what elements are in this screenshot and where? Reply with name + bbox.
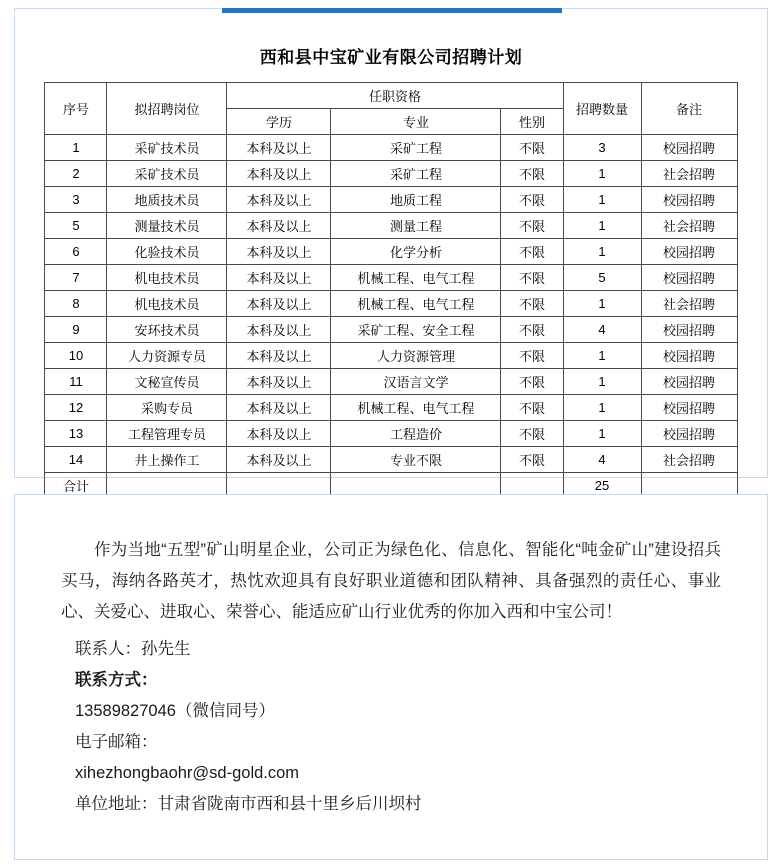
cell-major: 地质工程 <box>331 187 501 213</box>
cell-education: 本科及以上 <box>227 447 331 473</box>
accent-bar <box>222 8 562 13</box>
cell-count: 4 <box>563 317 641 343</box>
cell-gender: 不限 <box>501 239 563 265</box>
cell-education: 本科及以上 <box>227 369 331 395</box>
cell-gender: 不限 <box>501 447 563 473</box>
cell-post: 采矿技术员 <box>107 135 227 161</box>
cell-gender: 不限 <box>501 369 563 395</box>
cell-education: 本科及以上 <box>227 239 331 265</box>
cell-gender: 不限 <box>501 265 563 291</box>
cell-no: 14 <box>45 447 107 473</box>
contact-method-label: 联系方式： <box>75 671 158 689</box>
cell-education: 本科及以上 <box>227 343 331 369</box>
header-gender: 性别 <box>501 109 563 135</box>
company-info-card <box>14 494 768 860</box>
cell-major: 机械工程、电气工程 <box>331 291 501 317</box>
cell-no: 13 <box>45 421 107 447</box>
cell-note: 社会招聘 <box>641 161 737 187</box>
cell-count: 1 <box>563 187 641 213</box>
cell-count: 1 <box>563 343 641 369</box>
recruitment-plan-card <box>14 8 768 494</box>
cell-major: 测量工程 <box>331 213 501 239</box>
table-row <box>45 343 737 369</box>
cell-post: 化验技术员 <box>107 239 227 265</box>
cell-no: 7 <box>45 265 107 291</box>
cell-no: 9 <box>45 317 107 343</box>
cell-post: 采购专员 <box>107 395 227 421</box>
cell-count: 1 <box>563 239 641 265</box>
email-label: 电子邮箱： <box>75 733 158 751</box>
table-row <box>45 161 737 187</box>
cell-gender: 不限 <box>501 343 563 369</box>
cell-education: 本科及以上 <box>227 213 331 239</box>
total-label: 合计 <box>45 473 107 499</box>
company-address: 单位地址：甘肃省陇南市西和县十里乡后川坝村 <box>75 795 422 813</box>
cell-gender: 不限 <box>501 395 563 421</box>
cell-major: 专业不限 <box>331 447 501 473</box>
cell-education: 本科及以上 <box>227 291 331 317</box>
contact-person: 联系人：孙先生 <box>75 640 191 658</box>
contact-phone: 13589827046（微信同号） <box>75 702 275 720</box>
intro-paragraph: 作为当地“五型”矿山明星企业，公司正为绿色化、信息化、智能化“吨金矿山”建设招兵买马，海纳各路英才，热忱欢迎具有良好职业道德和团队精神、具备强烈的责任心、事业心、关爱心、进取心、荣誉心、能适应矿山行业优秀的你加入西和中宝公司！ <box>61 541 721 621</box>
cell-note: 校园招聘 <box>641 343 737 369</box>
cell-note: 社会招聘 <box>641 213 737 239</box>
table-row <box>45 369 737 395</box>
cell-note: 校园招聘 <box>641 135 737 161</box>
cell-gender: 不限 <box>501 161 563 187</box>
cell-education: 本科及以上 <box>227 265 331 291</box>
cell-count: 1 <box>563 395 641 421</box>
cell-note: 校园招聘 <box>641 187 737 213</box>
cell-education: 本科及以上 <box>227 161 331 187</box>
table-body <box>45 135 737 473</box>
cell-post: 机电技术员 <box>107 291 227 317</box>
cell-note: 校园招聘 <box>641 395 737 421</box>
cell-post: 地质技术员 <box>107 187 227 213</box>
cell-no: 10 <box>45 343 107 369</box>
header-qualification: 任职资格 <box>227 83 563 109</box>
cell-note: 校园招聘 <box>641 421 737 447</box>
cell-post: 井上操作工 <box>107 447 227 473</box>
email-address: xihezhongbaohr@sd-gold.com <box>75 764 300 782</box>
cell-major: 采矿工程 <box>331 135 501 161</box>
cell-note: 校园招聘 <box>641 317 737 343</box>
cell-major: 机械工程、电气工程 <box>331 395 501 421</box>
cell-post: 工程管理专员 <box>107 421 227 447</box>
header-major: 专业 <box>331 109 501 135</box>
header-post: 拟招聘岗位 <box>107 83 227 135</box>
cell-post: 人力资源专员 <box>107 343 227 369</box>
cell-education: 本科及以上 <box>227 421 331 447</box>
cell-education: 本科及以上 <box>227 187 331 213</box>
cell-no: 5 <box>45 213 107 239</box>
table-row <box>45 421 737 447</box>
table-row <box>45 187 737 213</box>
cell-count: 3 <box>563 135 641 161</box>
cell-major: 机械工程、电气工程 <box>331 265 501 291</box>
table-row <box>45 239 737 265</box>
table-row <box>45 447 737 473</box>
cell-no: 1 <box>45 135 107 161</box>
cell-gender: 不限 <box>501 213 563 239</box>
table-row <box>45 265 737 291</box>
cell-major: 汉语言文学 <box>331 369 501 395</box>
cell-count: 1 <box>563 421 641 447</box>
cell-no: 2 <box>45 161 107 187</box>
cell-note: 校园招聘 <box>641 265 737 291</box>
cell-major: 化学分析 <box>331 239 501 265</box>
cell-post: 文秘宣传员 <box>107 369 227 395</box>
cell-count: 5 <box>563 265 641 291</box>
cell-major: 工程造价 <box>331 421 501 447</box>
cell-major: 采矿工程 <box>331 161 501 187</box>
cell-count: 1 <box>563 369 641 395</box>
cell-gender: 不限 <box>501 135 563 161</box>
page-title: 西和县中宝矿业有限公司招聘计划 <box>259 48 523 67</box>
table-row <box>45 135 737 161</box>
recruitment-table <box>44 82 737 499</box>
cell-education: 本科及以上 <box>227 135 331 161</box>
cell-no: 8 <box>45 291 107 317</box>
cell-post: 测量技术员 <box>107 213 227 239</box>
table-row <box>45 395 737 421</box>
cell-no: 11 <box>45 369 107 395</box>
cell-no: 6 <box>45 239 107 265</box>
cell-major: 人力资源管理 <box>331 343 501 369</box>
table-header-row-1 <box>45 83 737 109</box>
cell-no: 3 <box>45 187 107 213</box>
total-count: 25 <box>563 473 641 499</box>
cell-major: 采矿工程、安全工程 <box>331 317 501 343</box>
header-education: 学历 <box>227 109 331 135</box>
cell-no: 12 <box>45 395 107 421</box>
table-row <box>45 317 737 343</box>
cell-gender: 不限 <box>501 421 563 447</box>
header-no: 序号 <box>45 83 107 135</box>
cell-post: 采矿技术员 <box>107 161 227 187</box>
table-row <box>45 291 737 317</box>
cell-gender: 不限 <box>501 317 563 343</box>
table-row <box>45 213 737 239</box>
cell-note: 校园招聘 <box>641 239 737 265</box>
header-note: 备注 <box>641 83 737 135</box>
cell-count: 1 <box>563 213 641 239</box>
cell-gender: 不限 <box>501 187 563 213</box>
header-count: 招聘数量 <box>563 83 641 135</box>
cell-count: 1 <box>563 161 641 187</box>
cell-gender: 不限 <box>501 291 563 317</box>
cell-note: 社会招聘 <box>641 447 737 473</box>
cell-count: 4 <box>563 447 641 473</box>
cell-note: 社会招聘 <box>641 291 737 317</box>
cell-education: 本科及以上 <box>227 395 331 421</box>
cell-note: 校园招聘 <box>641 369 737 395</box>
cell-count: 1 <box>563 291 641 317</box>
cell-post: 机电技术员 <box>107 265 227 291</box>
cell-education: 本科及以上 <box>227 317 331 343</box>
cell-post: 安环技术员 <box>107 317 227 343</box>
